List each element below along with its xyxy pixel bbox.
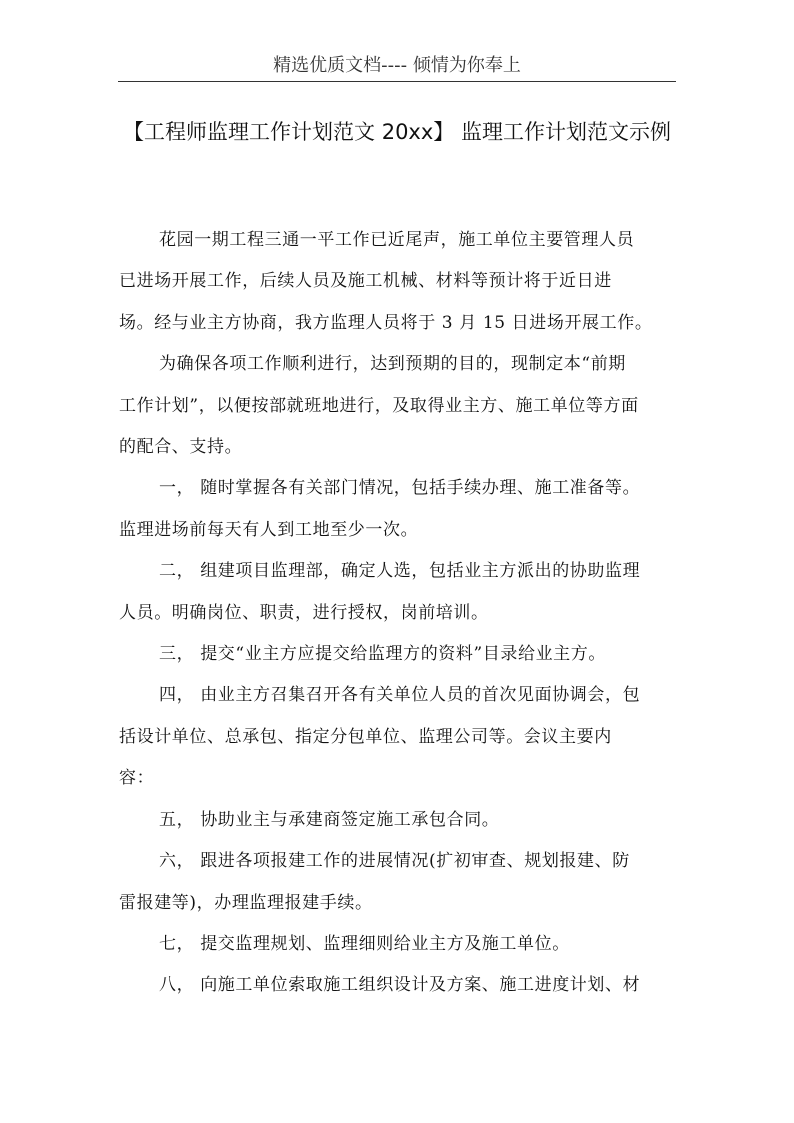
paragraph-line: 六， 跟进各项报建工作的进展情况(扩初审查、规划报建、防: [159, 851, 630, 872]
paragraph-line: 八， 向施工单位索取施工组织设计及方案、施工进度计划、材: [159, 975, 641, 996]
paragraph-line: 为确保各项工作顺利进行，达到预期的目的，现制定本“前期: [159, 354, 626, 375]
page-header: 精选优质文档---- 倾情为你奉上: [273, 55, 521, 76]
document-title: 【工程师监理工作计划范文 20xx】 监理工作计划范文示例: [123, 120, 671, 144]
list-item: [119, 841, 674, 924]
paragraph: [119, 344, 674, 468]
paragraph: [119, 220, 674, 344]
paragraph-line: 三， 提交“业主方应提交给监理方的资料”目录给业主方。: [159, 644, 606, 665]
list-item: [119, 800, 674, 841]
paragraph-line: 花园一期工程三通一平工作已近尾声，施工单位主要管理人员: [159, 230, 635, 250]
list-item: [119, 675, 674, 799]
paragraph-line: 五， 协助业主与承建商签定施工承包合同。: [159, 809, 500, 830]
list-item: [119, 924, 674, 965]
list-item: [119, 551, 674, 634]
paragraph-line: 的配合、支持。: [119, 437, 243, 458]
paragraph-line: 工作计划”，以便按部就班地进行，及取得业主方、施工单位等方面: [119, 395, 639, 416]
paragraph-line: 七， 提交监理规划、监理细则给业主方及施工单位。: [159, 933, 570, 954]
paragraph-line: 二， 组建项目监理部，确定人选，包括业主方派出的协助监理: [159, 561, 641, 582]
list-item: [119, 965, 674, 1006]
paragraph-line: 场。经与业主方协商，我方监理人员将于 3 月 15 日进场开展工作。: [119, 312, 653, 333]
paragraph-line: 人员。明确岗位、职责，进行授权，岗前培训。: [119, 602, 489, 623]
document-body: [119, 220, 674, 1007]
list-item: [119, 634, 674, 675]
header-divider: [118, 81, 676, 82]
paragraph-line: 监理进场前每天有人到工地至少一次。: [119, 519, 419, 540]
list-item: [119, 468, 674, 551]
paragraph-line: 容：: [119, 768, 155, 789]
paragraph-line: 一， 随时掌握各有关部门情况，包括手续办理、施工准备等。: [159, 478, 641, 499]
paragraph-line: 雷报建等)，办理监理报建手续。: [119, 892, 373, 913]
paragraph-line: 四， 由业主方召集召开各有关单位人员的首次见面协调会，包: [159, 685, 641, 706]
paragraph-line: 括设计单位、总承包、指定分包单位、监理公司等。会议主要内: [119, 726, 612, 747]
paragraph-line: 已进场开展工作，后续人员及施工机械、材料等预计将于近日进: [119, 271, 612, 292]
